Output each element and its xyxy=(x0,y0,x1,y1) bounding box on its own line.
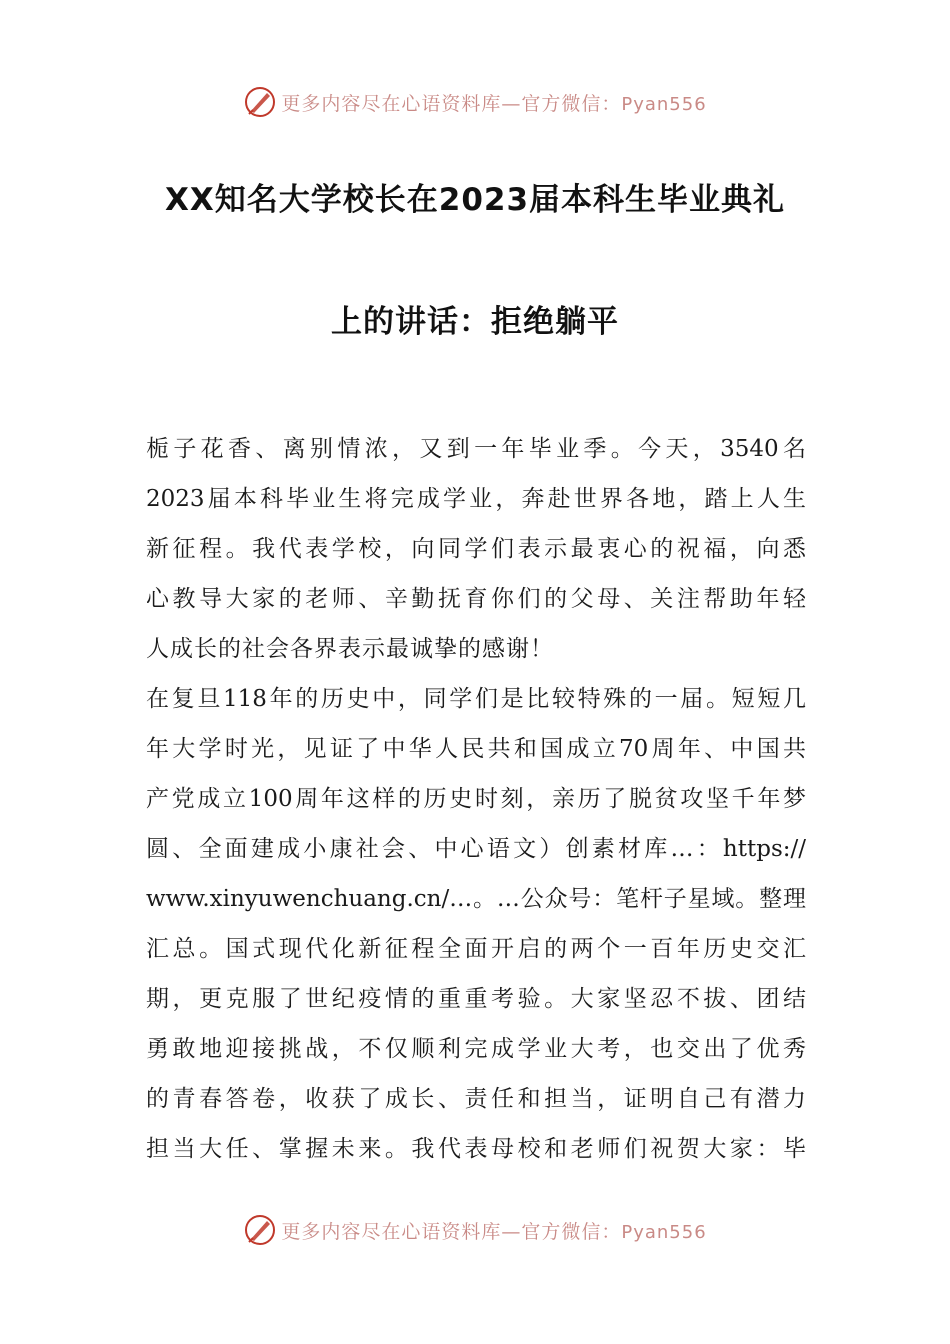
body-line: 汇总。国式现代化新征程全面开启的两个一百年历史交汇 xyxy=(146,936,806,962)
body-line: 勇敢地迎接挑战，不仅顺利完成学业大考，也交出了优秀 xyxy=(146,1036,806,1062)
body-line: 产党成立100周年这样的历史时刻，亲历了脱贫攻坚千年梦 xyxy=(146,786,806,812)
footer-banner-wechat: Pyan556 xyxy=(621,1221,707,1243)
body-line: 在复旦118年的历史中，同学们是比较特殊的一届。短短几 xyxy=(146,686,806,712)
footer-banner-label: 更多内容尽在心语资料库—官方微信： xyxy=(281,1220,622,1243)
body-line: 2023届本科毕业生将完成学业，奔赴世界各地，踏上人生 xyxy=(146,486,806,512)
header-banner-text xyxy=(281,89,706,116)
body-line: 圆、全面建成小康社会、中心语文）创素材库…：https:// xyxy=(146,836,806,862)
body-line: 担当大任、掌握未来。我代表母校和老师们祝贺大家：毕 xyxy=(146,1136,806,1162)
footer-banner xyxy=(0,1210,950,1250)
body-line: www.xinyuwenchuang.cn/…。…公众号：笔杆子星域。整理 xyxy=(146,886,806,912)
quill-logo-icon xyxy=(243,1213,277,1247)
body-line: 期，更克服了世纪疫情的重重考验。大家坚忍不拔、团结 xyxy=(146,986,806,1012)
body-line: 心教导大家的老师、辛勤抚育你们的父母、关注帮助年轻 xyxy=(146,586,806,612)
body-line: 年大学时光，见证了中华人民共和国成立70周年、中国共 xyxy=(146,736,806,762)
footer-banner-text xyxy=(281,1217,706,1244)
header-banner xyxy=(0,82,950,122)
header-banner-wechat: Pyan556 xyxy=(621,93,707,115)
body-line: 的青春答卷，收获了成长、责任和担当，证明自己有潜力 xyxy=(146,1086,806,1112)
document-title-line-1: XX知名大学校长在2023届本科生毕业典礼 xyxy=(164,182,786,218)
body-line: 栀子花香、离别情浓，又到一年毕业季。今天，3540名 xyxy=(146,436,806,462)
document-title-line-2: 上的讲话：拒绝躺平 xyxy=(331,304,619,340)
body-line: 新征程。我代表学校，向同学们表示最衷心的祝福，向悉 xyxy=(146,536,806,562)
quill-logo-icon xyxy=(243,85,277,119)
document-body xyxy=(146,424,806,1174)
body-line: 人成长的社会各界表示最诚挚的感谢！ xyxy=(146,636,554,662)
header-banner-label: 更多内容尽在心语资料库—官方微信： xyxy=(281,92,622,115)
